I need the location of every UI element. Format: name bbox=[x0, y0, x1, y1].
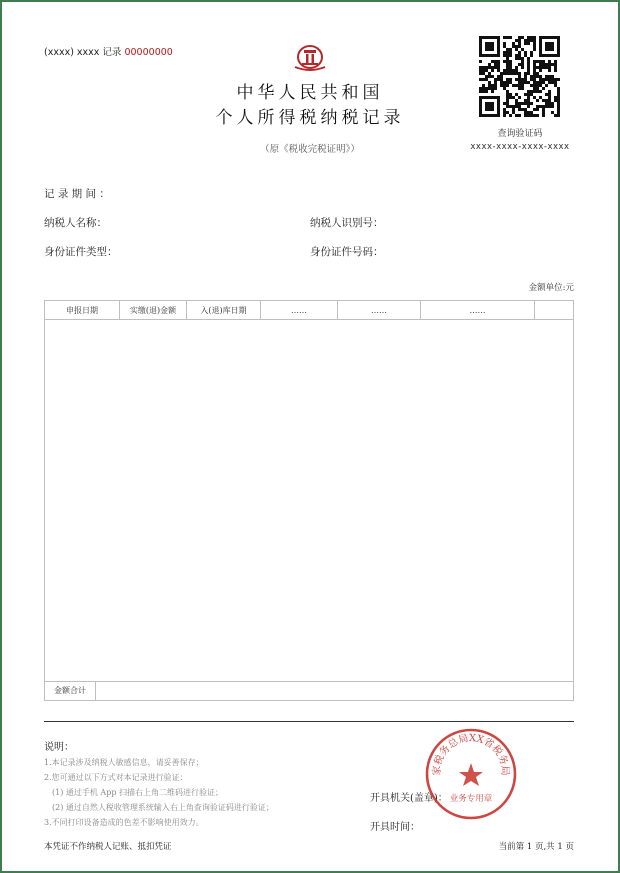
official-seal-icon bbox=[424, 727, 518, 821]
col-placeholder-2: …… bbox=[338, 301, 421, 320]
note-item: 3.不同打印设备造成的色差不影响使用效力。 bbox=[44, 818, 204, 827]
note-item: (2) 通过自然人税收管理系统输入右上角查询验证码进行验证； bbox=[52, 803, 274, 812]
id-number-label: 身份证件号码： bbox=[310, 246, 384, 258]
seal-arc-text: 家税务总局XX省税务局 bbox=[431, 733, 511, 776]
qr-label: 查询验证码 bbox=[497, 129, 543, 139]
amount-unit: 金额单位:元 bbox=[528, 283, 574, 293]
footer-disclaimer: 本凭证不作纳税人记账、抵扣凭证 bbox=[44, 842, 172, 852]
col-empty bbox=[535, 301, 574, 320]
taxpayer-id-label: 纳税人识别号： bbox=[310, 217, 384, 229]
col-warehouse-date: 入(退)库日期 bbox=[187, 301, 261, 320]
table-header-row bbox=[45, 301, 574, 320]
subtitle: （原《税收完税证明》） bbox=[260, 144, 360, 155]
note-item: 2.您可通过以下方式对本记录进行验证： bbox=[44, 773, 188, 782]
document-number-value: 00000000 bbox=[124, 47, 173, 58]
seal-bottom-text: 业务专用章 bbox=[449, 794, 493, 804]
issuing-authority-label: 开具机关(盖章)： bbox=[370, 793, 448, 804]
qr-code-icon[interactable] bbox=[479, 36, 560, 117]
verification-code: xxxx-xxxx-xxxx-xxxx bbox=[470, 142, 570, 152]
col-placeholder-1: …… bbox=[261, 301, 338, 320]
col-paid-amount: 实缴(退)金额 bbox=[120, 301, 187, 320]
page-indicator: 当前第 1 页,共 1 页 bbox=[498, 842, 574, 852]
id-type-label: 身份证件类型： bbox=[44, 246, 118, 258]
divider bbox=[44, 721, 574, 722]
note-item: 1.本记录涉及纳税人敏感信息，请妥善保存； bbox=[44, 758, 204, 767]
total-label: 金额合计 bbox=[45, 681, 96, 700]
tax-emblem-icon bbox=[289, 42, 331, 72]
total-row bbox=[44, 681, 574, 701]
title-country: 中华人民共和国 bbox=[236, 83, 384, 103]
title-document: 个人所得税纳税记录 bbox=[215, 108, 405, 128]
taxpayer-name-label: 纳税人名称： bbox=[44, 217, 107, 229]
record-period-label: 记 录 期 间 ： bbox=[44, 188, 110, 200]
col-declare-date: 申报日期 bbox=[45, 301, 120, 320]
col-placeholder-3: …… bbox=[421, 301, 535, 320]
document-number-prefix: (xxxx) xxxx 记录 bbox=[44, 47, 122, 58]
table-body bbox=[44, 320, 574, 682]
document-number bbox=[44, 44, 173, 58]
tax-record-table bbox=[44, 300, 574, 320]
notes-title: 说明： bbox=[44, 742, 74, 753]
note-item: (1) 通过手机 App 扫描右上角二维码进行验证； bbox=[52, 788, 223, 797]
issue-time-label: 开具时间： bbox=[370, 822, 420, 833]
